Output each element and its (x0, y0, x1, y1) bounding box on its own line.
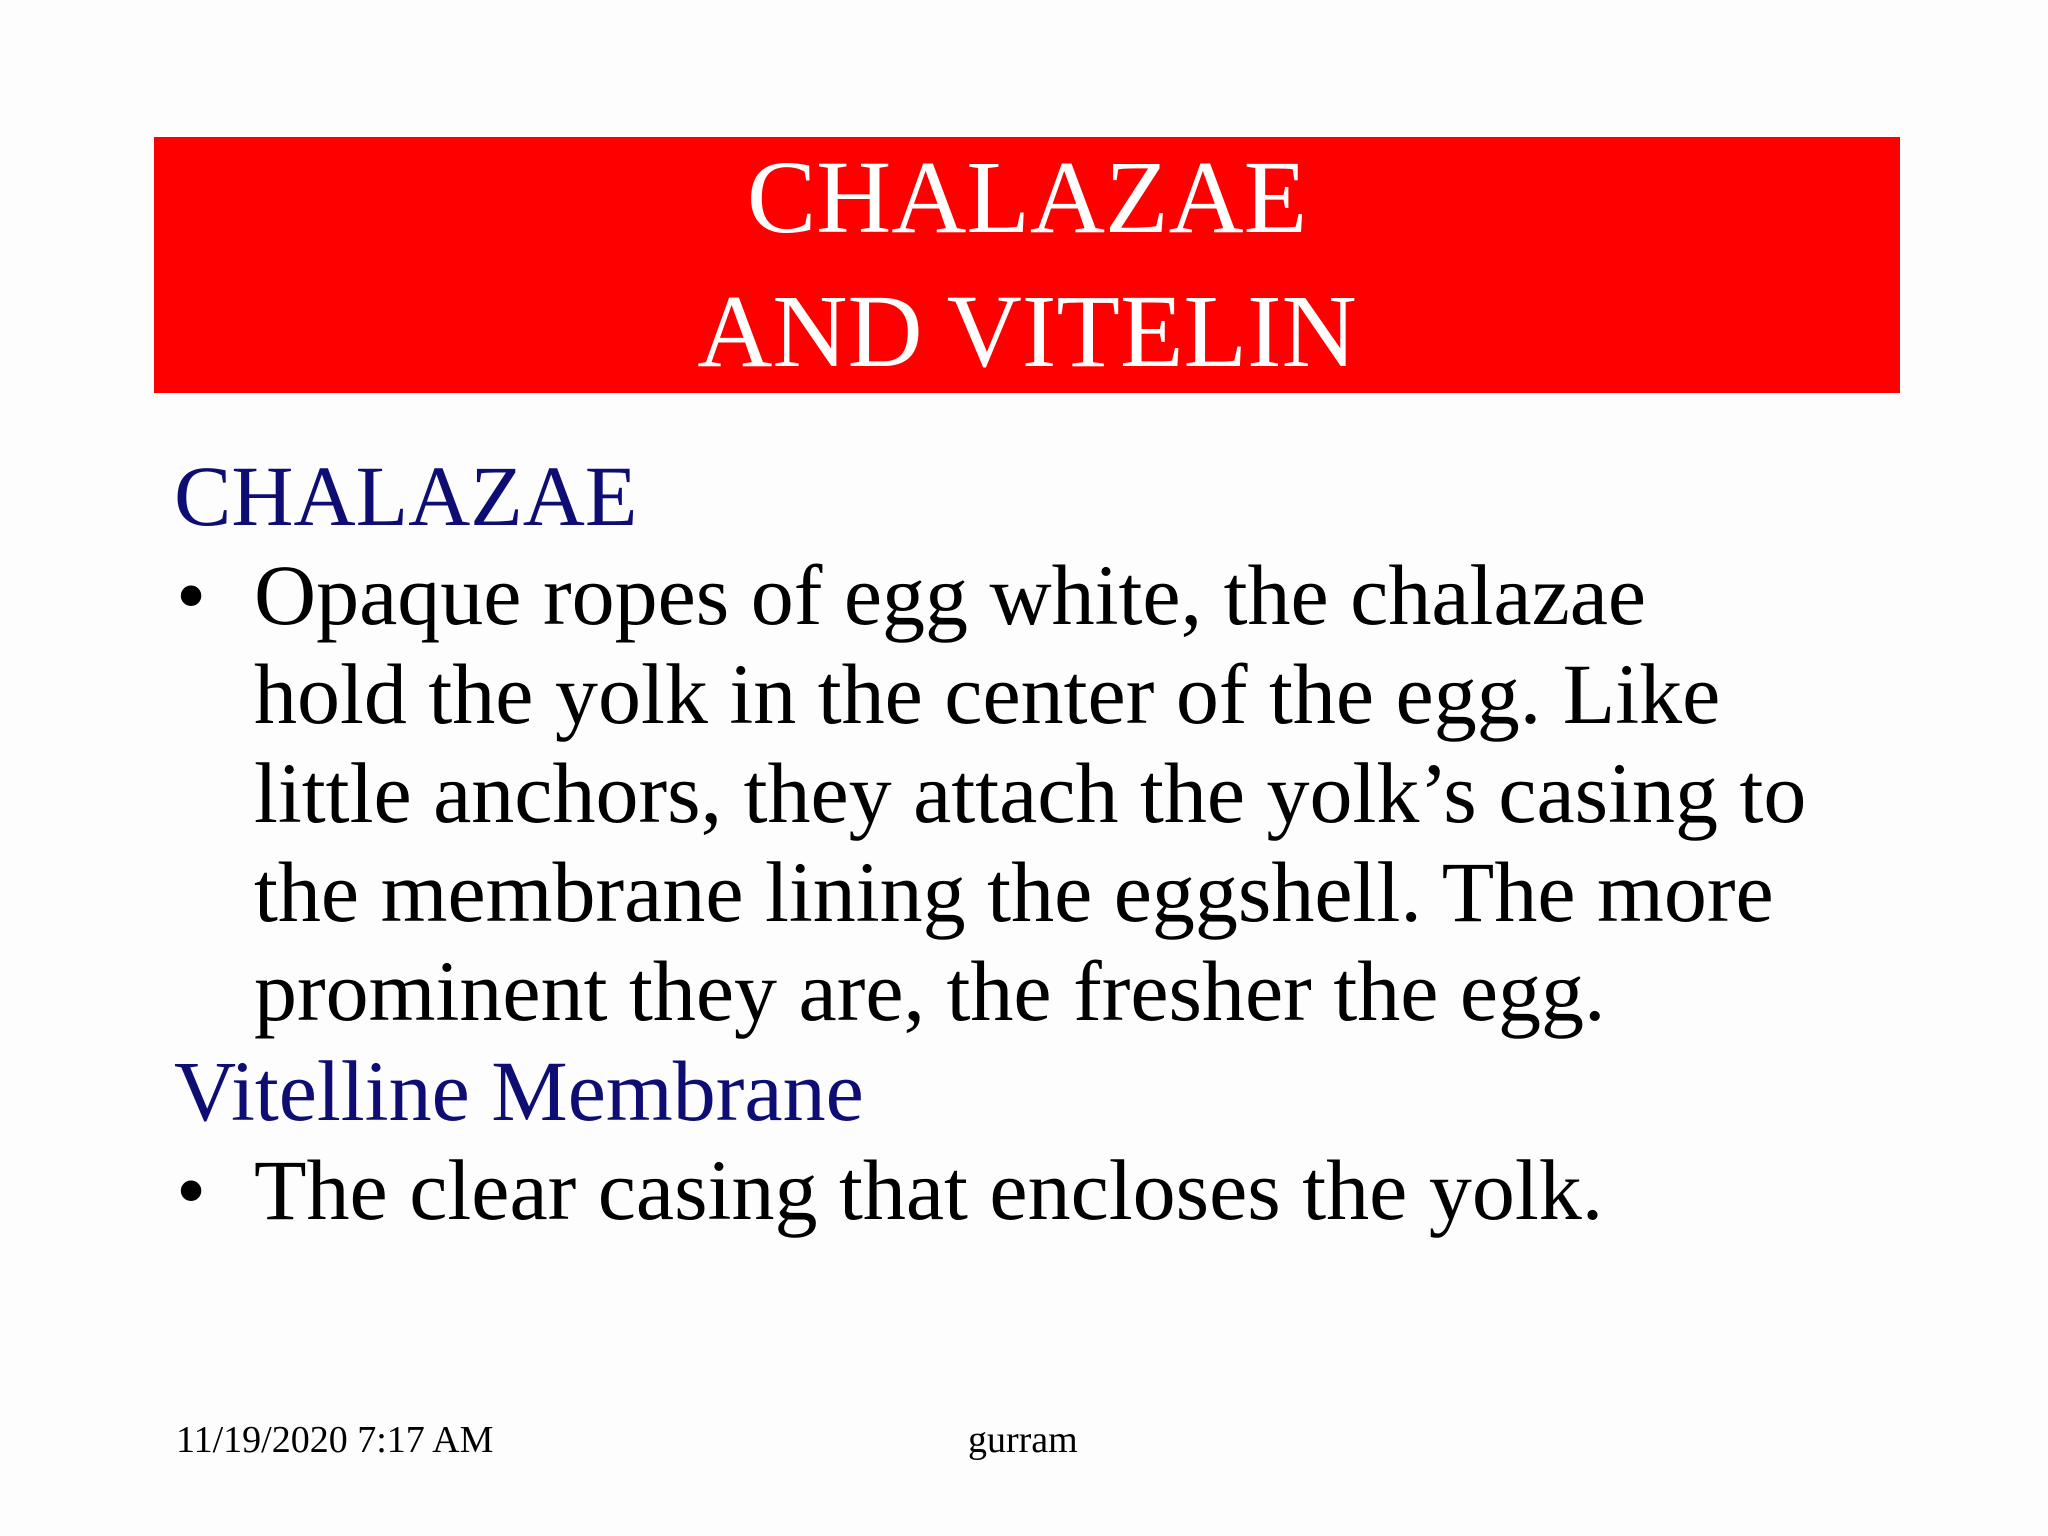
title-banner (154, 137, 1900, 393)
bullet-text-chalazae: Opaque ropes of egg white, the chalazae hold the yolk in the center of the egg. Like little anchors, they attach the yolk’s casing to the membrane lining the eggshell. The more prominent they are, the fresher the egg. (254, 547, 1807, 1039)
bullet-icon: • (176, 547, 207, 643)
section-heading-vitelline: Vitelline Membrane (174, 1043, 864, 1139)
title-line-1: CHALAZAE (746, 140, 1308, 255)
section-heading-chalazae: CHALAZAE (174, 448, 638, 544)
bullet-item-vitelline (174, 1141, 1874, 1240)
bullet-text-vitelline: The clear casing that encloses the yolk. (254, 1142, 1604, 1238)
bullet-icon: • (176, 1142, 207, 1238)
bullet-item-chalazae (174, 546, 1874, 1041)
footer-date: 11/19/2020 7:17 AM (176, 1419, 494, 1461)
footer-author: gurram (968, 1419, 1078, 1461)
slide-body (174, 446, 1874, 1240)
title-line-2: AND VITELIN (697, 274, 1357, 389)
